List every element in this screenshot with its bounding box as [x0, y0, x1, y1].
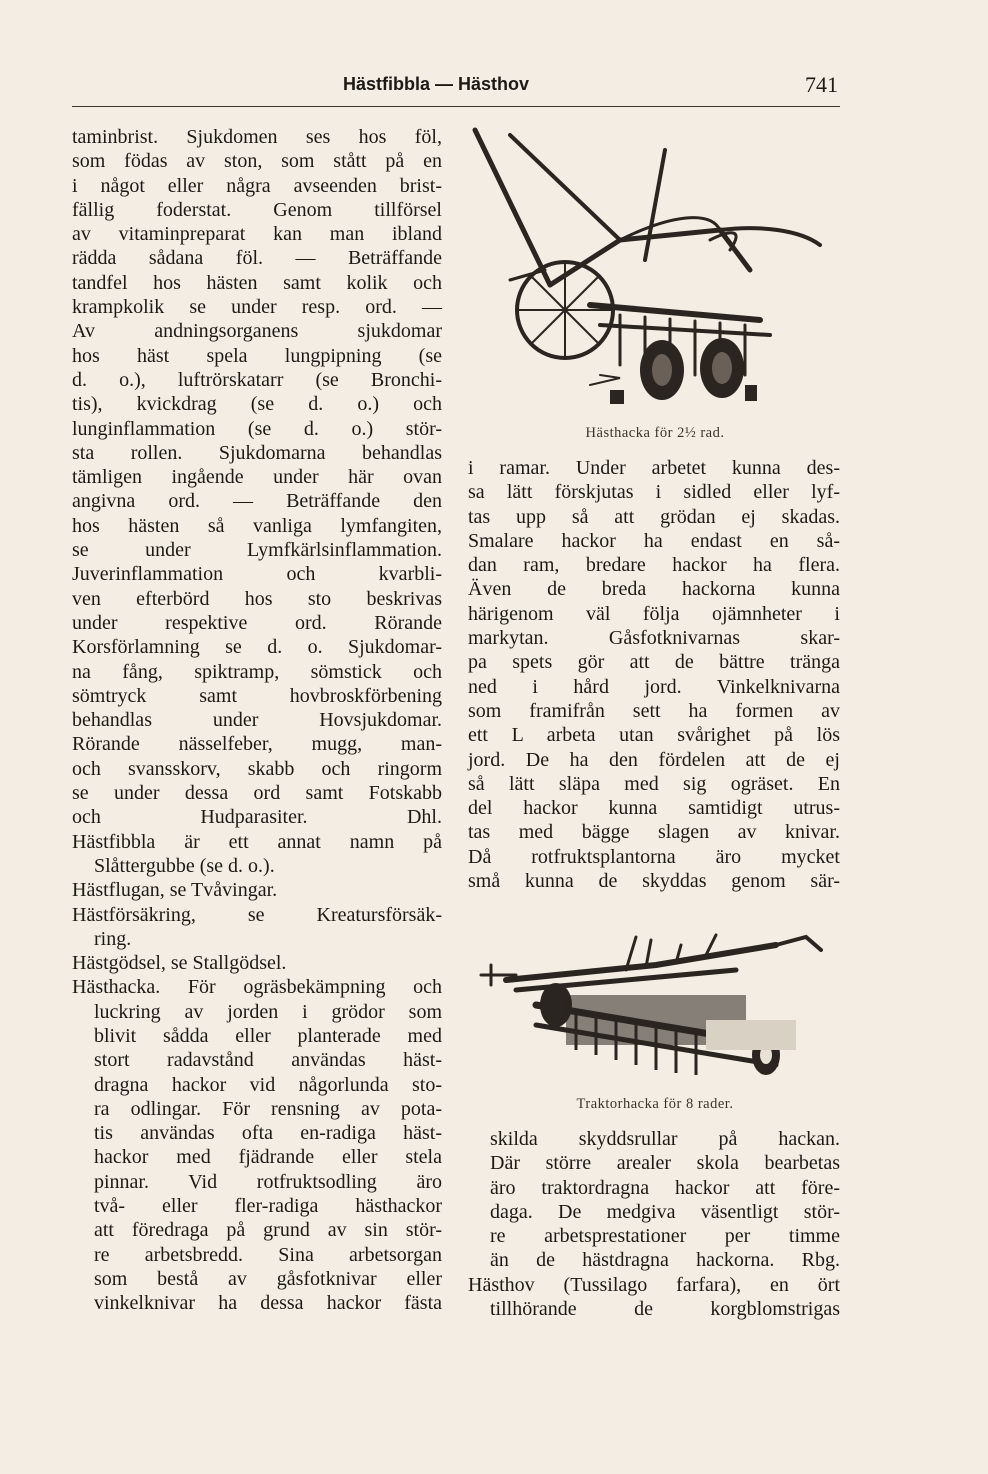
entry-hastgodsel: Hästgödsel, se Stallgödsel. — [72, 952, 287, 975]
text-line: hos häst spela lungpipning (se — [72, 344, 442, 367]
text-line: Där större arealer skola bearbetas — [490, 1152, 840, 1175]
text-line: behandlas under Hovsjukdomar. — [72, 709, 442, 732]
text-line: se under dessa ord samt Fotskabb — [72, 782, 442, 805]
text-line: blivit sådda eller planterade med — [94, 1024, 442, 1047]
tractor-hoe-illustration — [476, 925, 840, 1091]
text-line: tandfel hos hästen samt kolik och — [72, 271, 442, 294]
text-line: ring. — [94, 927, 132, 950]
text-line: ra odlingar. För rensning av pota- — [94, 1097, 442, 1120]
text-line: äro traktordragna hackor att före- — [490, 1176, 840, 1199]
text-line: små kunna de skyddas genom sär- — [468, 870, 840, 893]
text-line: lunginflammation (se d. o.) stör- — [72, 417, 442, 440]
running-head: Hästfibbla — Hästhov — [343, 74, 530, 94]
text-line: i ramar. Under arbetet kunna des- — [468, 457, 840, 479]
text-line: Av andningsorganens sjukdomar — [72, 320, 442, 343]
text-line: tis användas ofta en-radiga häst- — [94, 1122, 442, 1145]
horse-hoe-illustration — [470, 120, 840, 420]
text-line: markytan. Gåsfotknivarnas skar- — [468, 627, 840, 650]
text-line: Då rotfruktsplantorna äro mycket — [468, 845, 840, 868]
text-line: re arbetsprestationer per timme — [490, 1225, 840, 1248]
text-line: daga. De medgiva väsentligt stör- — [490, 1200, 840, 1223]
text-line: Korsförlamning se d. o. Sjukdomar- — [72, 636, 442, 659]
text-line: av vitaminpreparat kan man ibland — [72, 223, 442, 246]
text-line: taminbrist. Sjukdomen ses hos föl, — [72, 126, 442, 148]
text-line: tas med bägge slagen av knivar. — [468, 821, 840, 844]
figure2-caption: Traktorhacka för 8 rader. — [576, 1096, 734, 1112]
entry-hasthov: Hästhov (Tussilago farfara), en ört — [468, 1273, 840, 1296]
text-line: fällig foderstat. Genom tillförsel — [72, 198, 442, 221]
text-line: pa spets gör att de bättre tränga — [468, 651, 840, 674]
text-line: rädda sådana föl. — Beträffande — [72, 247, 442, 270]
text-line: vinkelknivar ha dessa hackor fästa — [94, 1292, 442, 1315]
text-line: Juverinflammation och kvarbli- — [72, 563, 442, 586]
text-line: än de hästdragna hackorna. Rbg. — [490, 1249, 840, 1272]
entry-hastforsakring: Hästförsäkring, se Kreatursförsäk- — [72, 903, 442, 926]
text-line: tas upp så att grödan ej skadas. — [468, 505, 840, 528]
text-line: krampkolik se under resp. ord. — — [72, 296, 442, 319]
text-line: hackor med fjädrande eller stela — [94, 1146, 442, 1169]
text-line: luckring av jorden i grödor som — [94, 1000, 442, 1023]
text-line: under respektive ord. Rörande — [72, 611, 442, 634]
entry-hastflugan: Hästflugan, se Tvåvingar. — [72, 879, 278, 902]
entry-hastfibbla: Hästfibbla är ett annat namn på — [72, 830, 442, 853]
header-rule — [72, 106, 840, 107]
text-line: Slåttergubbe (se d. o.). — [94, 854, 275, 877]
text-line: ven efterbörd hos sto beskrivas — [72, 587, 442, 610]
text-line: tämligen ingående under här ovan — [72, 466, 442, 489]
text-line: sta rollen. Sjukdomarna behandlas — [72, 441, 442, 464]
text-line: jord. De ha den fördelen att de ej — [468, 748, 840, 771]
page-number: 741 — [805, 72, 838, 97]
text-line: två- eller fler-radiga hästhackor — [94, 1195, 442, 1218]
text-line: se under Lymfkärlsinflammation. — [72, 539, 442, 562]
left-column — [72, 125, 442, 1316]
text-line: som framifrån sett ha formen av — [468, 699, 840, 722]
text-line: tillhörande de korgblomstrigas — [490, 1298, 840, 1321]
text-line: sa lätt förskjutas i sidled eller lyf- — [468, 481, 840, 504]
text-line: del hackor kunna samtidigt utrus- — [468, 797, 840, 820]
text-line: Även de breda hackorna kunna — [468, 578, 840, 601]
figure1-caption: Hästhacka för 2½ rad. — [585, 425, 725, 441]
text-line: na fång, spiktramp, sömstick och — [72, 660, 442, 683]
text-line: så lätt släpa med sig ogräset. En — [468, 772, 840, 795]
text-line: stort radavstånd användas häst- — [94, 1049, 442, 1072]
text-line: och svansskorv, skabb och ringorm — [72, 757, 442, 780]
text-line: angivna ord. — Beträffande den — [72, 490, 442, 513]
text-line: ned i hård jord. Vinkelknivarna — [468, 675, 840, 698]
text-line: som bestå av gåsfotknivar eller — [94, 1267, 442, 1290]
text-line: sömtryck samt hovbroskförbening — [72, 684, 442, 707]
text-line: re arbetsbredd. Sina arbetsorgan — [94, 1243, 442, 1266]
text-line: pinnar. Vid rotfruktsodling äro — [94, 1170, 442, 1193]
text-line: och Hudparasiter. Dhl. — [72, 806, 442, 829]
text-line: som födas av ston, som stått på en — [72, 150, 442, 173]
right-column-bottom — [468, 1127, 840, 1321]
right-column-top — [468, 456, 840, 893]
text-line: Smalare hackor ha endast en så- — [468, 529, 840, 552]
text-line: Rörande nässelfeber, mugg, man- — [72, 733, 442, 756]
text-line: i något eller några avseenden brist- — [72, 174, 442, 197]
text-line: dan ram, bredare hackor ha flera. — [468, 554, 840, 577]
text-line: tis), kvickdrag (se d. o.) och — [72, 393, 442, 416]
text-line: ett L arbeta utan svårighet på lös — [468, 724, 840, 747]
text-line: skilda skyddsrullar på hackan. — [490, 1128, 840, 1150]
text-line: dragna hackor vid någorlunda sto- — [94, 1073, 442, 1096]
text-line: hos hästen så vanliga lymfangiten, — [72, 514, 442, 537]
text-line: härigenom väl följa ojämnheter i — [468, 602, 840, 625]
entry-hasthacka: Hästhacka. För ogräsbekämpning och — [72, 976, 442, 999]
text-line: d. o.), luftrörskatarr (se Bronchi- — [72, 368, 442, 391]
text-line: att föredraga på grund av sin stör- — [94, 1219, 442, 1242]
